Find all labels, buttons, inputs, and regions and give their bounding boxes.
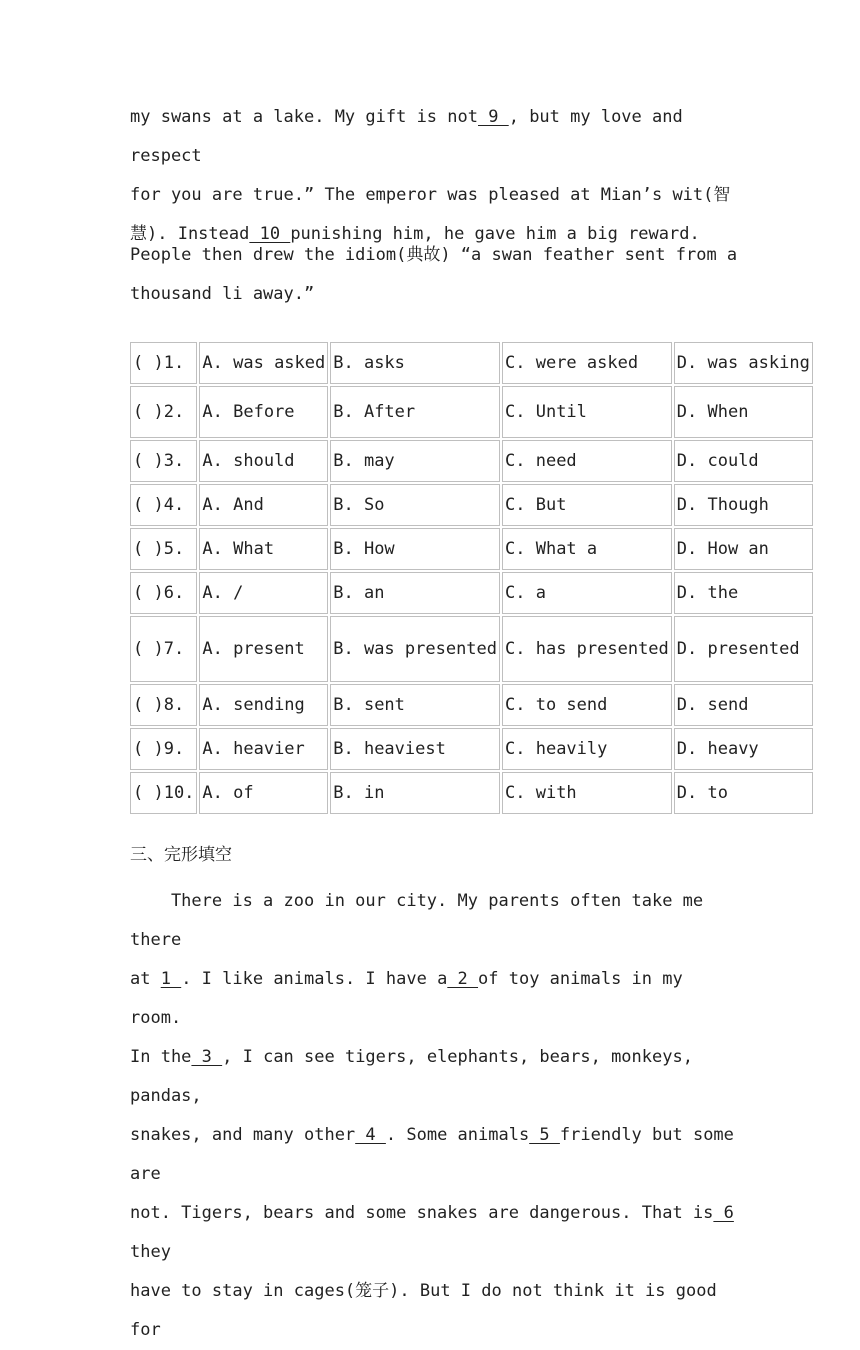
option-b: B. sent <box>330 684 500 726</box>
option-a: A. And <box>199 484 328 526</box>
blank-2: 2 <box>447 969 479 989</box>
blank-3: 3 <box>191 1047 223 1067</box>
passage-ending: my swans at a lake. My gift is not 9 , but my love and respect for you are true.” The emperor was pleased at Mian’s wit(智 慧). Instead 10 punishing him, he gave him a big reward. <box>130 107 731 244</box>
option-d: D. was asking <box>674 342 813 384</box>
blank-6: 6 <box>713 1203 734 1223</box>
option-b: B. may <box>330 440 500 482</box>
question-row <box>130 342 813 384</box>
blank-5: 5 <box>529 1125 560 1145</box>
blank-9: 9 <box>478 107 509 127</box>
option-d: D. could <box>674 440 813 482</box>
question-number: ( )9. <box>130 728 197 770</box>
option-b: B. was presented <box>330 616 500 682</box>
question-row <box>130 528 813 570</box>
option-c: C. Until <box>502 386 672 438</box>
option-d: D. How an <box>674 528 813 570</box>
question-number: ( )7. <box>130 616 197 682</box>
option-c: C. heavily <box>502 728 672 770</box>
option-c: C. But <box>502 484 672 526</box>
option-c: C. a <box>502 572 672 614</box>
option-b: B. So <box>330 484 500 526</box>
option-d: D. When <box>674 386 813 438</box>
option-a: A. sending <box>199 684 328 726</box>
options-table <box>128 340 815 816</box>
question-row <box>130 616 813 682</box>
option-b: B. in <box>330 772 500 814</box>
question-row <box>130 728 813 770</box>
question-row <box>130 386 813 438</box>
option-a: A. should <box>199 440 328 482</box>
question-number: ( )5. <box>130 528 197 570</box>
option-d: D. the <box>674 572 813 614</box>
option-d: D. heavy <box>674 728 813 770</box>
question-row <box>130 772 813 814</box>
option-a: A. was asked <box>199 342 328 384</box>
option-d: D. presented <box>674 616 813 682</box>
option-c: C. were asked <box>502 342 672 384</box>
option-b: B. heaviest <box>330 728 500 770</box>
question-number: ( )2. <box>130 386 197 438</box>
question-number: ( )3. <box>130 440 197 482</box>
question-row <box>130 440 813 482</box>
option-a: A. / <box>199 572 328 614</box>
option-d: D. to <box>674 772 813 814</box>
blank-1: 1 <box>160 969 182 989</box>
question-number: ( )6. <box>130 572 197 614</box>
option-c: C. with <box>502 772 672 814</box>
question-row <box>130 684 813 726</box>
option-b: B. asks <box>330 342 500 384</box>
question-number: ( )8. <box>130 684 197 726</box>
passage-zoo: There is a zoo in our city. My parents often take me there at 1 . I like animals. I have a 2 of toy animals in my room. In the 3 , I can see tigers, elephants, bears, monkeys, pandas, snakes, and many other 4 . Some animals 5 friendly but some are not. Tigers, bears and some snakes are dangerous. That is 6 they have to stay in cages(笼子). But I do not think it is good for <box>130 891 734 1340</box>
passage-idiom: People then drew the idiom(典故) “a swan feather sent from a thousand li away.” <box>130 245 738 304</box>
option-b: B. After <box>330 386 500 438</box>
option-a: A. of <box>199 772 328 814</box>
option-d: D. Though <box>674 484 813 526</box>
option-a: A. heavier <box>199 728 328 770</box>
question-number: ( )10. <box>130 772 197 814</box>
question-row <box>130 572 813 614</box>
option-c: C. What a <box>502 528 672 570</box>
option-a: A. present <box>199 616 328 682</box>
option-a: A. What <box>199 528 328 570</box>
option-c: C. to send <box>502 684 672 726</box>
option-c: C. has presented <box>502 616 672 682</box>
option-a: A. Before <box>199 386 328 438</box>
option-d: D. send <box>674 684 813 726</box>
option-c: C. need <box>502 440 672 482</box>
blank-10: 10 <box>249 224 291 244</box>
question-number: ( )4. <box>130 484 197 526</box>
option-b: B. How <box>330 528 500 570</box>
question-row <box>130 484 813 526</box>
option-b: B. an <box>330 572 500 614</box>
blank-4: 4 <box>355 1125 386 1145</box>
question-number: ( )1. <box>130 342 197 384</box>
section-heading: 三、完形填空 <box>130 845 232 865</box>
